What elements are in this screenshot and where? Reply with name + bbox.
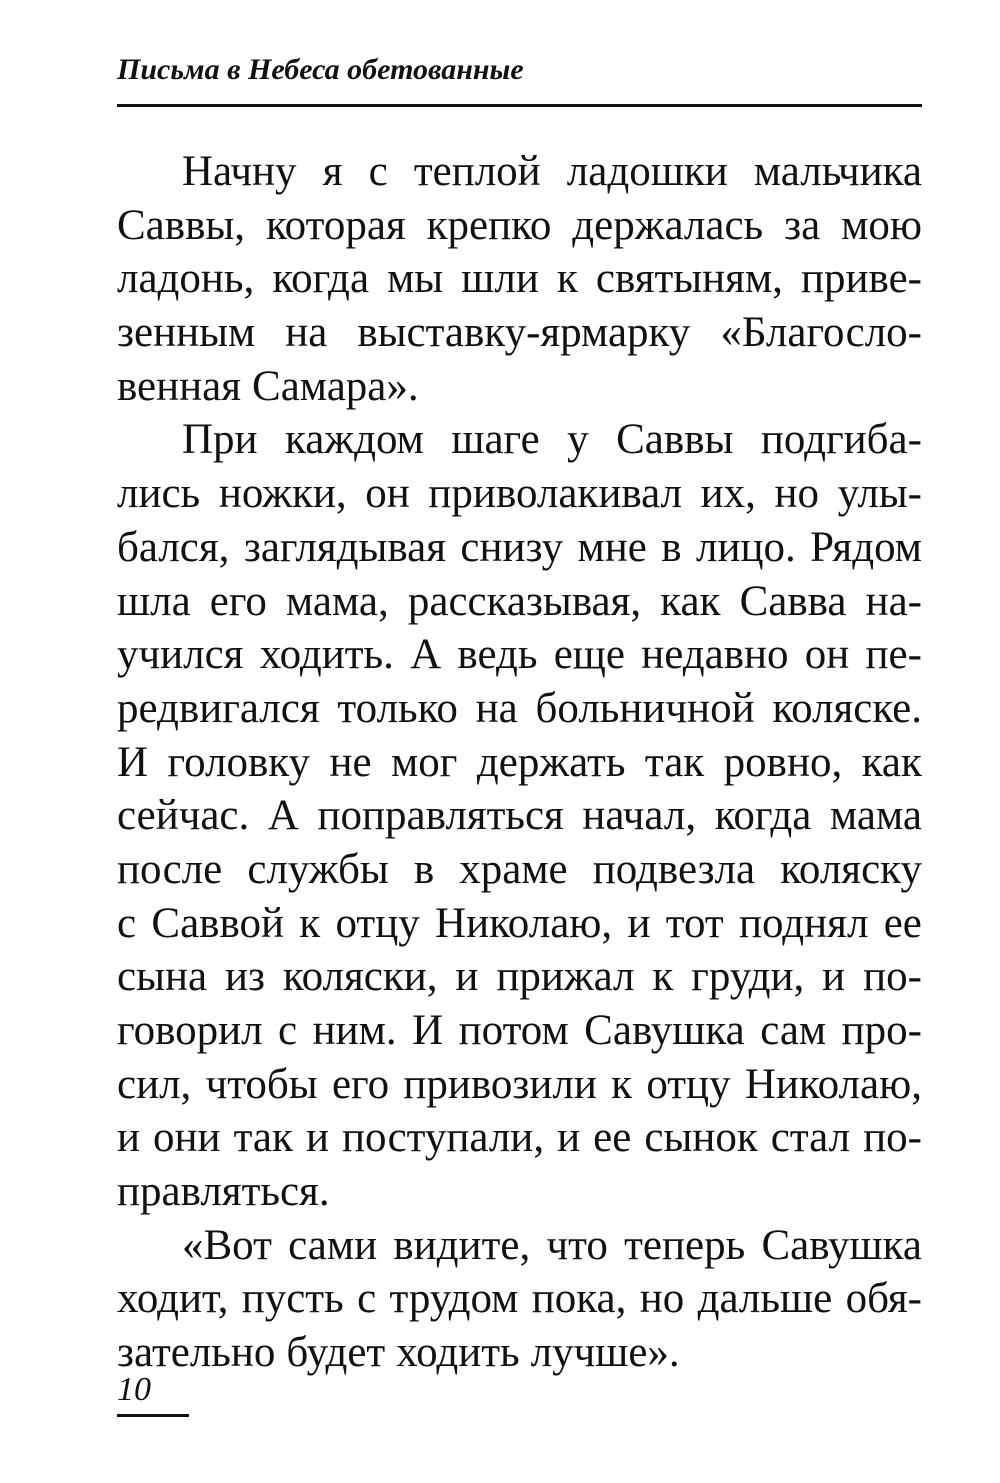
text-line: говорил с ним. И потом Савушка сам про- xyxy=(117,1007,922,1054)
text-line: ладонь, когда мы шли к святыням, приве- xyxy=(117,255,922,303)
text-line: редвигался только на больничной коляске. xyxy=(117,684,922,732)
text-line: сейчас. А поправляться начал, когда мама xyxy=(117,792,922,840)
body-text xyxy=(117,145,922,1380)
paragraph xyxy=(117,1219,922,1380)
text-line: венная Самара». xyxy=(117,362,419,410)
paragraph xyxy=(117,145,922,413)
text-line: с Саввой к отцу Николаю, и тот поднял ее xyxy=(117,899,922,947)
text-line: правляться. xyxy=(117,1168,330,1216)
page-number-rule xyxy=(117,1414,189,1417)
text-line: Начну я с теплой ладошки мальчика xyxy=(182,148,922,195)
text-line: зательно будет ходить лучше». xyxy=(117,1329,680,1377)
text-line: лись ножки, он приволакивал их, но улы- xyxy=(117,470,922,518)
page-number: 10 xyxy=(117,1371,151,1408)
running-head-title: Письма в Небеса обетованные xyxy=(117,53,524,86)
text-line: Саввы, которая крепко держалась за мою xyxy=(117,201,922,249)
text-line: бался, заглядывая снизу мне в лицо. Рядом xyxy=(117,523,922,571)
text-line: И головку не мог держать так ровно, как xyxy=(117,738,922,786)
paragraph xyxy=(117,413,922,1218)
text-line: сил, чтобы его привозили к отцу Николаю, xyxy=(117,1060,922,1108)
text-line: «Вот сами видите, что теперь Савушка xyxy=(182,1221,922,1269)
text-line: сына из коляски, и прижал к груди, и по- xyxy=(117,953,922,1001)
text-line: зенным на выставку-ярмарку «Благосло- xyxy=(117,309,922,357)
text-line: учился ходить. А ведь еще недавно он пе- xyxy=(117,631,922,679)
text-line: шла его мама, рассказывая, как Савва на- xyxy=(117,577,922,625)
text-line: и они так и поступали, и ее сынок стал по- xyxy=(117,1114,922,1162)
text-line: ходит, пусть с трудом пока, но дальше обя- xyxy=(117,1275,922,1323)
header-rule xyxy=(117,104,922,107)
text-line: после службы в храме подвезла коляску xyxy=(117,845,922,893)
text-line: При каждом шаге у Саввы подгиба- xyxy=(182,416,922,464)
